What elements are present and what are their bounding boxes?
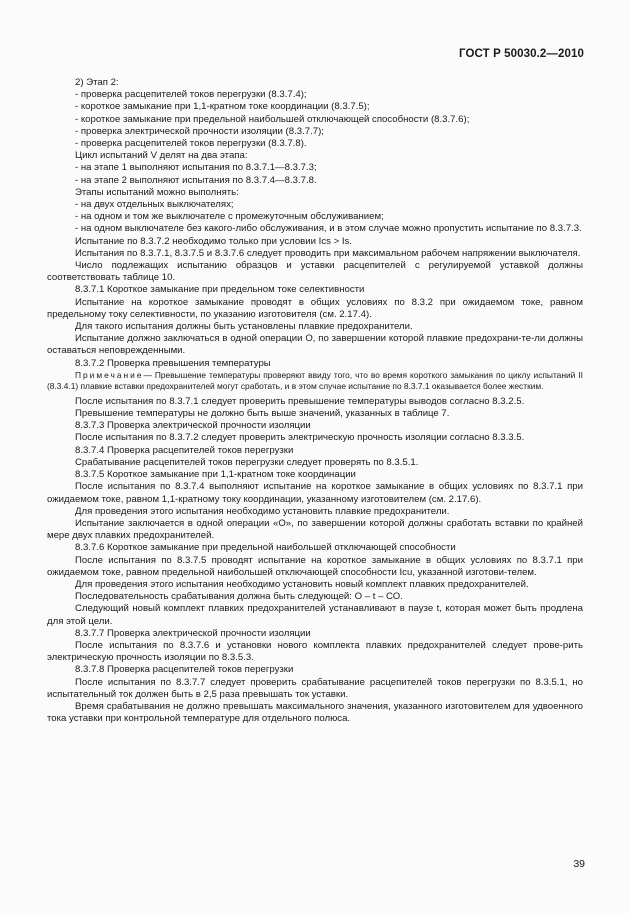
document-body bbox=[47, 77, 583, 725]
paragraph: После испытания по 8.3.7.5 проводят испытание на короткое замыкание в общих условиях по 8.3.7.1 при ожидаемом токе, равном предельной наибольшей отключающей способности Icu, указанной изготови-телем. bbox=[47, 554, 583, 578]
paragraph: Испытание должно заключаться в одной операции О, по завершении которой плавкие предохрани-те-ли должны оставаться неповрежденными. bbox=[47, 333, 583, 357]
document-id-header: ГОСТ Р 50030.2—2010 bbox=[459, 48, 584, 60]
paragraph: Для проведения этого испытания необходимо установить новый комплект плавких предохранителей. bbox=[75, 578, 529, 590]
paragraph: 8.3.7.2 Проверка превышения температуры bbox=[75, 357, 271, 369]
paragraph: - на этапе 1 выполняют испытания по 8.3.7.1—8.3.7.3; bbox=[75, 162, 317, 174]
paragraph: После испытания по 8.3.7.4 выполняют испытание на короткое замыкание в общих условиях по 8.3.7.1 при ожидаемом токе, равном 1,1-кратному току координации, указанному изготовителем (см. 2.17.6). bbox=[47, 481, 583, 505]
paragraph: - проверка расцепителей токов перегрузки (8.3.7.8). bbox=[75, 138, 307, 150]
paragraph: 8.3.7.4 Проверка расцепителей токов перегрузки bbox=[75, 444, 294, 456]
paragraph: Превышение температуры не должно быть выше значений, указанных в таблице 7. bbox=[75, 408, 450, 420]
paragraph: Испытание заключается в одной операции «О», по завершении которой должны сработать вставки по крайней мере двух плавких предохранителей. bbox=[47, 517, 583, 542]
paragraph: Для такого испытания должны быть установлены плавкие предохранители. bbox=[75, 321, 413, 333]
paragraph: - на одном и том же выключателе с промежуточным обслуживанием; bbox=[75, 211, 384, 223]
paragraph: Последовательность срабатывания должна быть следующей: О – t – СО. bbox=[75, 591, 403, 603]
paragraph: 8.3.7.5 Короткое замыкание при 1,1-кратном токе координации bbox=[75, 469, 356, 481]
paragraph: Время срабатывания не должно превышать максимального значения, указанного изготовителем для удвоенного тока уставки при контрольной температуре для отдельного полюса. bbox=[47, 700, 583, 725]
paragraph: - на одном выключателе без какого-либо обслуживания, и в этом случае можно пропустить испытание по 8.3.7.3. bbox=[75, 223, 582, 235]
note-paragraph bbox=[47, 370, 583, 392]
paragraph: - короткое замыкание при 1,1-кратном токе координации (8.3.7.5); bbox=[75, 101, 370, 113]
page-number: 39 bbox=[573, 858, 585, 870]
paragraph: После испытания по 8.3.7.7 следует проверить срабатывание расцепителей токов перегрузки по 8.3.5.1, но испытательный ток должен быть в 2,5 раза превышать ток уставки. bbox=[47, 676, 583, 700]
paragraph: 8.3.7.8 Проверка расцепителей токов перегрузки bbox=[75, 664, 294, 676]
paragraph: 2) Этап 2: bbox=[75, 77, 119, 88]
paragraph: Срабатывание расцепителей токов перегрузки следует проверять по 8.3.5.1. bbox=[75, 456, 419, 468]
paragraph: Испытание по 8.3.7.2 необходимо только при условии Ics > Is. bbox=[75, 235, 352, 247]
paragraph: После испытания по 8.3.7.1 следует проверить превышение температуры выводов согласно 8.3.2.5. bbox=[75, 395, 525, 407]
paragraph: 8.3.7.7 Проверка электрической прочности изоляции bbox=[75, 627, 311, 639]
paragraph: Цикл испытаний V делят на два этапа: bbox=[75, 150, 248, 162]
paragraph: - проверка расцепителей токов перегрузки (8.3.7.4); bbox=[75, 89, 307, 101]
paragraph: Для проведения этого испытания необходимо установить плавкие предохранители. bbox=[75, 505, 450, 517]
paragraph: - короткое замыкание при предельной наибольшей отключающей способности (8.3.7.6); bbox=[75, 113, 470, 125]
paragraph: - на двух отдельных выключателях; bbox=[75, 199, 234, 211]
paragraph: 8.3.7.6 Короткое замыкание при предельной наибольшей отключающей способности bbox=[75, 542, 456, 554]
paragraph: Этапы испытаний можно выполнять: bbox=[75, 186, 239, 198]
paragraph: Следующий новый комплект плавких предохранителей устанавливают в паузе t, которая может быть продлена для этой цели. bbox=[47, 603, 583, 627]
paragraph: Число подлежащих испытанию образцов и уставки расцепителей с регулируемой уставкой должны соответствовать таблице 10. bbox=[47, 260, 583, 284]
paragraph: После испытания по 8.3.7.2 следует проверить электрическую прочность изоляции согласно 8.3.3.5. bbox=[75, 432, 525, 444]
paragraph: 8.3.7.3 Проверка электрической прочности изоляции bbox=[75, 420, 311, 432]
paragraph: После испытания по 8.3.7.6 и установки нового комплекта плавких предохранителей следует прове-рить электрическую прочность изоляции по 8.3.5.3. bbox=[47, 639, 583, 664]
note-label: Примечание bbox=[75, 369, 144, 380]
paragraph: Испытание на короткое замыкание проводят в общих условиях по 8.3.2 при ожидаемом токе, равном предельному току селективности, по указанию изготовителя (см. 2.17.4). bbox=[47, 296, 583, 320]
paragraph: - на этапе 2 выполняют испытания по 8.3.7.4—8.3.7.8. bbox=[75, 174, 317, 186]
note-text: — Превышение температуры проверяют ввиду того, что во время короткого замыкания по циклу испытаний II (8.3.4.1) плавкие вставки предохранителей могут сработать, и в этом случае испытание по 8.3.7.1 оказывается более жестким. bbox=[47, 369, 583, 391]
paragraph: 8.3.7.1 Короткое замыкание при предельном токе селективности bbox=[75, 284, 365, 296]
paragraph: - проверка электрической прочности изоляции (8.3.7.7); bbox=[75, 125, 324, 137]
paragraph: Испытания по 8.3.7.1, 8.3.7.5 и 8.3.7.6 следует проводить при максимальном рабочем напряжении выключателя. bbox=[75, 247, 581, 259]
